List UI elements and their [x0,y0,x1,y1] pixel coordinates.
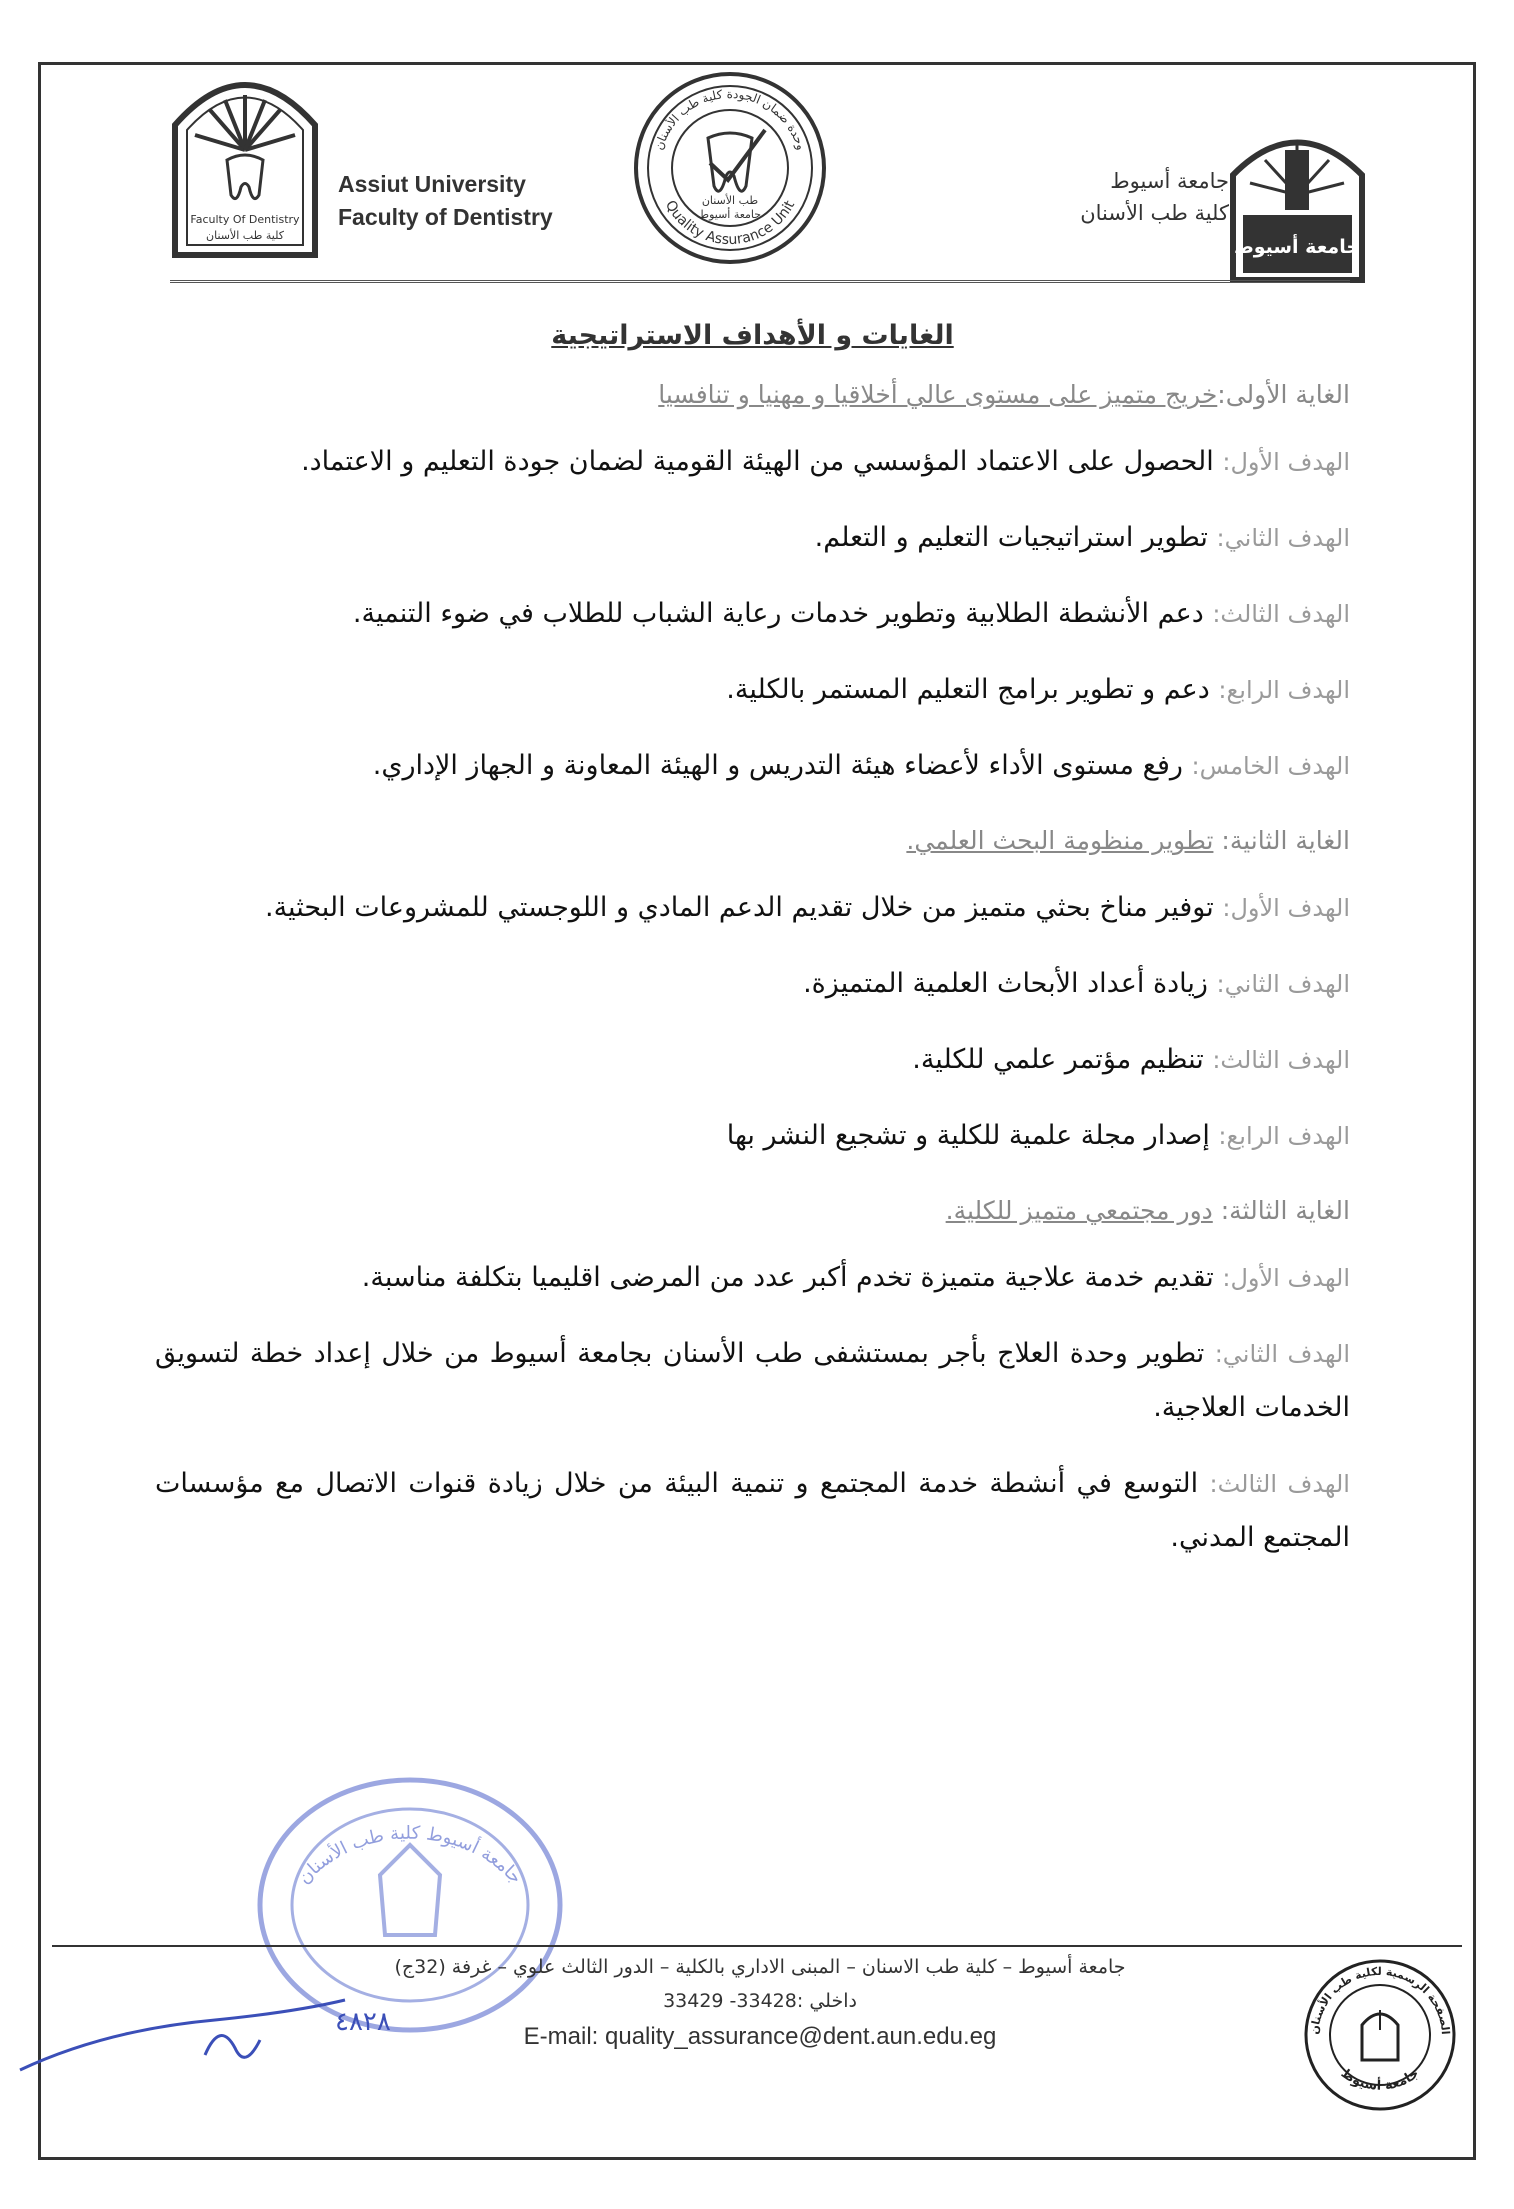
english-faculty: Faculty of Dentistry [338,204,553,230]
document-title: الغايات و الأهداف الاستراتيجية [551,320,954,351]
faculty-stamp-icon [1300,1955,1460,2115]
goal-2 [155,815,1350,867]
objective-text: تنظيم مؤتمر علمي للكلية. [912,1044,1204,1075]
goal-3 [155,1185,1350,1237]
footer-divider [52,1945,1462,1947]
objective-text: توفير مناخ بحثي متميز من خلال تقديم الدعم المادي و اللوجستي للمشروعات البحثية. [264,892,1214,923]
objective-1-4 [155,663,1350,717]
objective-1-1 [155,435,1350,489]
goal-label: الغاية الثالثة: [1220,1196,1350,1225]
objective-2-4 [155,1109,1350,1163]
objective-label: الهدف الثالث: [1212,1046,1350,1074]
objective-label: الهدف الثالث: [1212,600,1350,628]
goal-label: الغاية الأولى: [1217,380,1350,409]
objective-2-2 [155,957,1350,1011]
letterhead [0,0,1514,258]
seal-arabic-outer: وحدة ضمان الجودة كلية طب الأسنان [651,86,809,152]
right-stamp-bottom: جامعة أسيوط [1337,2066,1423,2094]
objective-text: التوسع في أنشطة خدمة المجتمع و تنمية البيئة من خلال زيادة قنوات الاتصال مع مؤسسات المجتمع المدني. [155,1468,1350,1553]
left-logo-english: Faculty Of Dentistry [190,213,300,226]
objective-2-1 [155,881,1350,935]
footer-extension: داخلي :33428- 33429 [663,1990,857,2012]
objective-3-2 [155,1327,1350,1435]
objective-label: الهدف الأول: [1222,894,1350,922]
objective-label: الهدف الثاني: [1216,524,1350,552]
goal-text: خريج متميز على مستوى عالي أخلاقيا و مهنيا و تنافسيا [658,380,1218,409]
left-stamp-text: جامعة أسيوط كلية طب الأسنان [293,1822,527,1889]
right-stamp-outer: الصفحة الرسمية لكلية طب الأسنان [1307,1964,1452,2036]
goal-text: تطوير منظومة البحث العلمي. [906,826,1214,855]
signature-number: ٤٨٢٨ [335,2007,391,2037]
objective-text: تطوير استراتيجيات التعليم و التعلم. [814,522,1208,553]
objective-label: الهدف الثاني: [1214,1340,1350,1368]
seal-english: Quality Assurance Unit [661,197,799,249]
arabic-header [1080,165,1229,229]
seal-inner-2: جامعة أسيوط [698,208,762,221]
svg-text:جامعة أسيوط كلية طب الأسنان [294,1823,526,1889]
objective-label: الهدف الرابع: [1218,676,1350,704]
english-university: Assiut University [338,171,526,197]
header-divider [170,280,1350,283]
objective-3-1 [155,1251,1350,1305]
goal-1 [155,369,1350,421]
goal-label: الغاية الثانية: [1221,826,1350,855]
objective-label: الهدف الثالث: [1209,1470,1350,1498]
objective-1-2 [155,511,1350,565]
objective-label: الهدف الخامس: [1191,752,1350,780]
arabic-university: جامعة أسيوط [1110,169,1229,193]
right-logo-text: جامعة أسيوط [1233,236,1361,258]
objective-text: تطوير وحدة العلاج بأجر بمستشفى طب الأسنان بجامعة أسيوط من خلال إعداد خطة لتسويق الخدمات العلاجية. [155,1338,1350,1423]
document-body [155,320,1350,1587]
objective-label: الهدف الرابع: [1218,1122,1350,1150]
objective-label: الهدف الأول: [1222,1264,1350,1292]
objective-text: زيادة أعداد الأبحاث العلمية المتميزة. [803,968,1208,999]
objective-text: دعم الأنشطة الطلابية وتطوير خدمات رعاية الشباب للطلاب في ضوء التنمية. [352,598,1204,629]
svg-text:وحدة ضمان الجودة كلية طب الأسن [652,87,809,152]
objective-text: تقديم خدمة علاجية متميزة تخدم أكبر عدد من المرضى اقليميا بتكلفة مناسبة. [361,1262,1214,1293]
objective-1-5 [155,739,1350,793]
footer-email: E-mail: quality_assurance@dent.aun.edu.eg [523,2023,997,2050]
signature-icon [15,1960,391,2090]
objective-text: إصدار مجلة علمية للكلية و تشجيع النشر بها [726,1120,1210,1151]
objective-text: دعم و تطوير برامج التعليم المستمر بالكلية. [726,674,1210,705]
faculty-logo-icon [165,55,325,265]
objective-text: رفع مستوى الأداء لأعضاء هيئة التدريس و الهيئة المعاونة و الجهاز الإداري. [372,750,1183,781]
left-logo-arabic: كلية طب الأسنان [206,229,284,242]
arabic-faculty: كلية طب الأسنان [1080,201,1229,225]
objective-label: الهدف الأول: [1222,448,1350,476]
seal-inner-1: طب الأسنان [701,194,759,207]
footer [340,1950,1180,2056]
svg-text:جامعة أسيوط [1338,2066,1422,2094]
footer-address: جامعة أسيوط – كلية طب الاسنان – المبنى الاداري بالكلية – الدور الثالث علوي – غرفة (32ج) [394,1956,1126,1978]
objective-3-3 [155,1457,1350,1565]
objective-1-3 [155,587,1350,641]
quality-assurance-seal-icon [630,68,830,268]
english-header [338,168,553,234]
university-logo-icon [1225,115,1370,285]
goal-text: دور مجتمعي متميز للكلية. [945,1196,1213,1225]
objective-label: الهدف الثاني: [1216,970,1350,998]
objective-text: الحصول على الاعتماد المؤسسي من الهيئة القومية لضمان جودة التعليم و الاعتماد. [301,446,1214,477]
objective-2-3 [155,1033,1350,1087]
